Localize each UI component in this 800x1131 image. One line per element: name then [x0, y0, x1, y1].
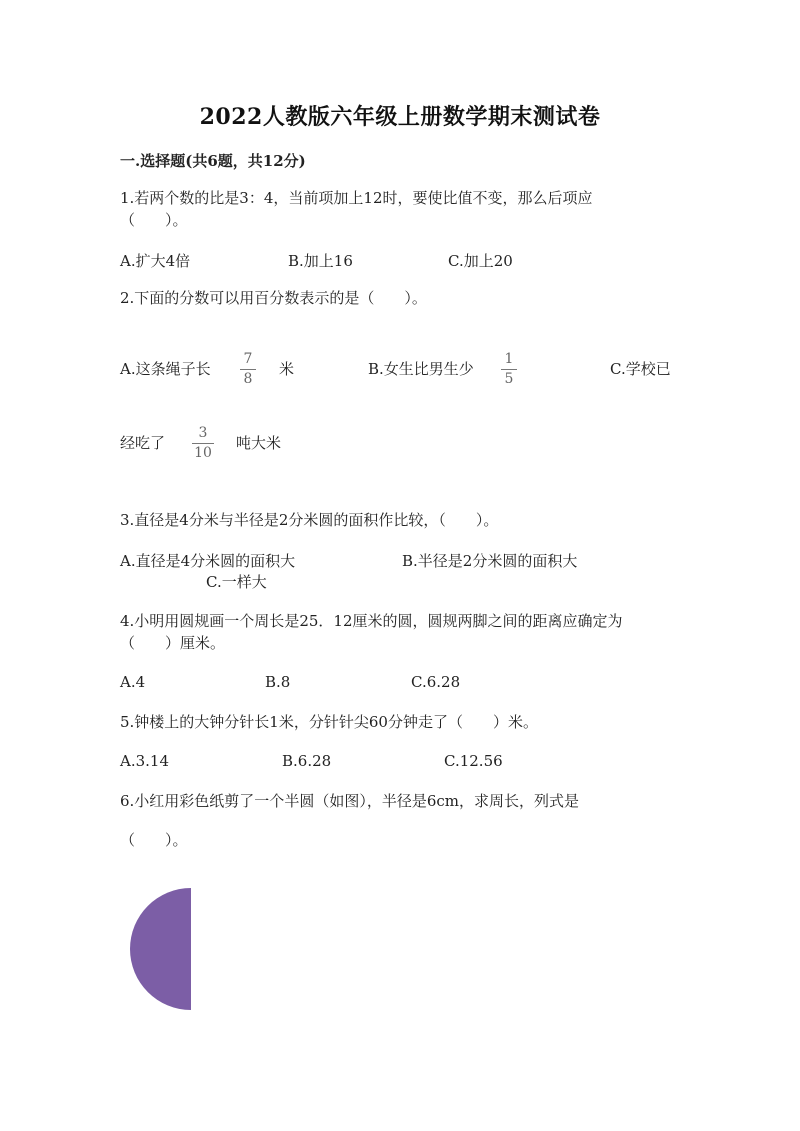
question-4-text: 4.小明用圆规画一个周长是25．12厘米的圆，圆规两脚之间的距离应确定为 [120, 612, 623, 630]
question-2-option-a-fraction: 7 8 [240, 352, 256, 387]
question-3-option-a: A.直径是4分米圆的面积大 [120, 552, 296, 570]
question-4-option-a: A.4 [120, 673, 146, 691]
semicircle-shape [130, 888, 191, 1010]
question-2-option-b-fraction: 1 5 [501, 352, 517, 387]
question-1-blank: （ ）。 [120, 211, 188, 229]
question-5-option-b: B.6.28 [282, 752, 332, 770]
question-2-option-c-unit: 吨大米 [236, 434, 282, 452]
semicircle-figure [128, 885, 194, 1013]
question-5-text: 5.钟楼上的大钟分针长1米，分针针尖60分钟走了（ ）米。 [120, 713, 538, 731]
question-4-option-c: C.6.28 [411, 673, 461, 691]
question-3-text: 3.直径是4分米与半径是2分米圆的面积作比较，（ ）。 [120, 511, 499, 529]
question-5-option-c: C.12.56 [444, 752, 503, 770]
question-2-text: 2.下面的分数可以用百分数表示的是（ ）。 [120, 289, 427, 307]
page-title: 2022人教版六年级上册数学期末测试卷 [199, 104, 601, 130]
question-5-option-a: A.3.14 [120, 752, 169, 770]
question-1-option-c: C.加上20 [448, 252, 513, 270]
question-2-option-c-label: C.学校已 [610, 360, 671, 378]
question-4-option-b: B.8 [265, 673, 291, 691]
question-6-blank: （ ）。 [120, 831, 188, 849]
question-6-text: 6.小红用彩色纸剪了一个半圆（如图），半径是6cm，求周长，列式是 [120, 792, 579, 810]
question-2-option-c-continued: 经吃了 [120, 434, 166, 452]
question-2-option-c-fraction: 3 10 [192, 426, 214, 461]
question-3-option-c: C.一样大 [206, 573, 267, 591]
question-2-option-a-label: A.这条绳子长 [120, 360, 211, 378]
section-header: 一.选择题(共6题，共12分) [120, 152, 306, 170]
question-4-blank: （ ）厘米。 [120, 634, 226, 652]
question-1-option-b: B.加上16 [288, 252, 353, 270]
question-2-option-b-label: B.女生比男生少 [368, 360, 474, 378]
question-3-option-b: B.半径是2分米圆的面积大 [402, 552, 578, 570]
question-1-option-a: A.扩大4倍 [120, 252, 191, 270]
question-1-text: 1.若两个数的比是3：4，当前项加上12时，要使比值不变，那么后项应 [120, 189, 593, 207]
question-2-option-a-unit: 米 [279, 360, 295, 378]
